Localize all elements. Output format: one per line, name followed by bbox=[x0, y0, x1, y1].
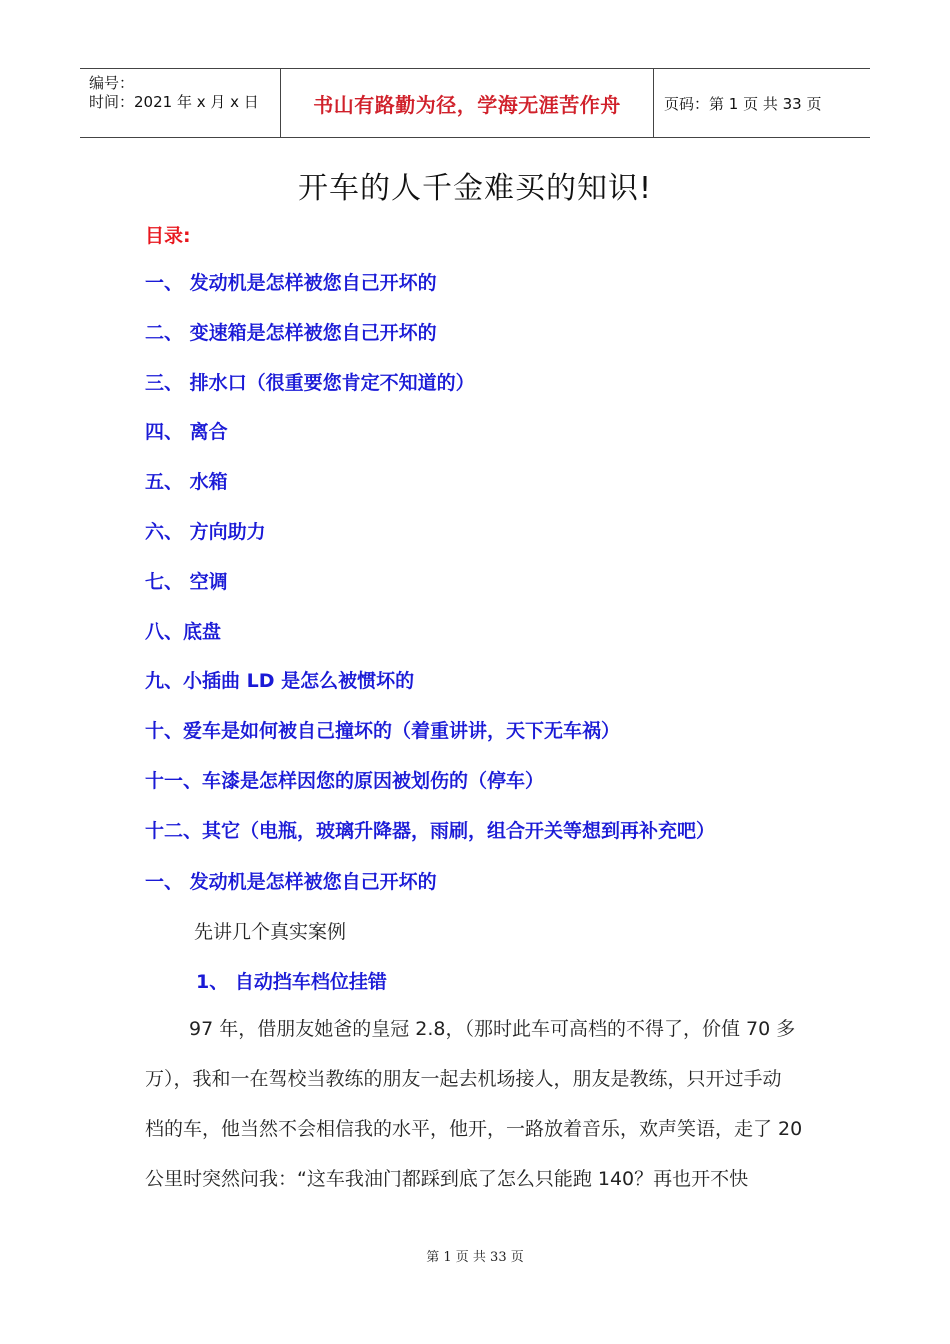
subsection-heading: 1、 自动挡车档位挂错 bbox=[196, 971, 387, 993]
document-number-label: 编号： bbox=[89, 74, 135, 92]
toc-item: 六、 方向助力 bbox=[145, 520, 266, 543]
toc-item: 十二、其它（电瓶，玻璃升降器，雨刷，组合开关等想到再补充吧） bbox=[145, 819, 716, 842]
toc-item: 三、 排水口（很重要您肯定不知道的） bbox=[145, 371, 475, 394]
paragraph-line: 万），我和一在驾校当教练的朋友一起去机场接人，朋友是教练，只开过手动 bbox=[145, 1068, 782, 1090]
paragraph-line: 公里时突然问我：“这车我油门都踩到底了怎么只能跑 140？再也开不快 bbox=[145, 1168, 749, 1190]
toc-item: 八、底盘 bbox=[145, 620, 222, 643]
toc-item: 九、小插曲 LD 是怎么被惯坏的 bbox=[145, 670, 415, 693]
document-header bbox=[80, 68, 870, 138]
toc-item: 一、 发动机是怎样被您自己开坏的 bbox=[145, 272, 437, 294]
table-of-contents bbox=[145, 270, 715, 868]
toc-item: 二、 变速箱是怎样被您自己开坏的 bbox=[145, 321, 437, 344]
paragraph-line: 97 年，借朋友她爸的皇冠 2.8，（那时此车可高档的不得了，价值 70 多 bbox=[189, 1018, 796, 1040]
header-meta-cell bbox=[80, 69, 281, 137]
document-title: 开车的人千金难买的知识! bbox=[297, 171, 653, 206]
toc-item: 十、爱车是如何被自己撞坏的（着重讲讲，天下无车祸） bbox=[145, 720, 621, 743]
section-heading: 一、 发动机是怎样被您自己开坏的 bbox=[145, 871, 437, 893]
section-intro: 先讲几个真实案例 bbox=[194, 921, 347, 943]
toc-item: 四、 离合 bbox=[145, 421, 228, 444]
body-paragraph bbox=[145, 1014, 805, 1214]
paragraph-line: 档的车，他当然不会相信我的水平，他开，一路放着音乐，欢声笑语，走了 20 bbox=[145, 1118, 803, 1140]
toc-label: 目录: bbox=[145, 225, 191, 247]
toc-item: 五、 水箱 bbox=[145, 471, 228, 494]
document-date-label: 时间：2021 年 x 月 x 日 bbox=[89, 93, 259, 111]
toc-item: 十一、车漆是怎样因您的原因被划伤的（停车） bbox=[145, 769, 545, 792]
header-page-info: 页码：第 1 页 共 33 页 bbox=[664, 94, 822, 113]
header-page-cell bbox=[654, 69, 870, 137]
header-motto: 书山有路勤为径，学海无涯苦作舟 bbox=[313, 92, 621, 117]
header-motto-cell bbox=[281, 69, 654, 137]
toc-item: 七、 空调 bbox=[145, 570, 228, 593]
page-footer: 第 1 页 共 33 页 bbox=[426, 1250, 524, 1265]
